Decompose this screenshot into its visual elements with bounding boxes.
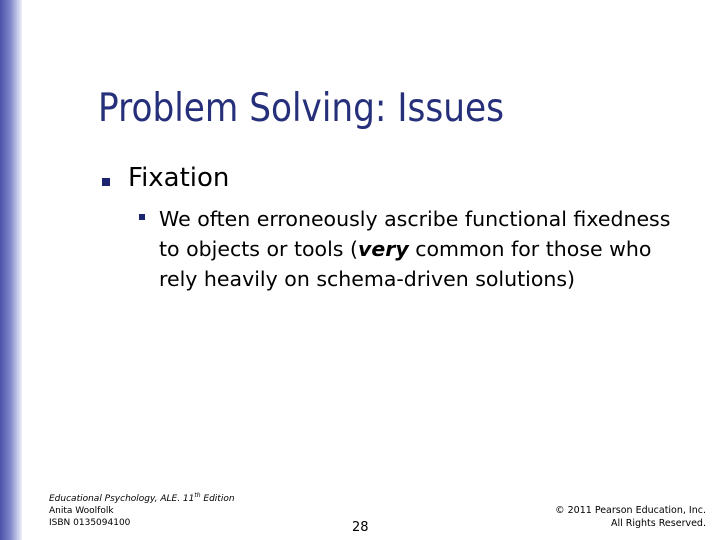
line2-before: to objects or tools (: [159, 237, 358, 261]
square-bullet-icon: [102, 178, 110, 186]
footer-book-info: [49, 490, 235, 529]
bullet-level2-text: [159, 204, 670, 294]
footer-copyright: [555, 504, 706, 530]
book-title-text: Educational Psychology, ALE. 11: [49, 494, 195, 504]
left-gradient-band: [0, 0, 22, 540]
line2-after: common for those who: [408, 237, 652, 261]
copyright-line1: © 2011 Pearson Education, Inc.: [555, 505, 706, 516]
copyright-line2: All Rights Reserved.: [610, 518, 706, 529]
page-number: 28: [352, 520, 369, 535]
bullet-level2-line3: rely heavily on schema-driven solutions): [159, 267, 576, 291]
footer-isbn: ISBN 0135094100: [49, 518, 131, 528]
book-title-after: Edition: [200, 494, 235, 504]
bullet-level2-line1: We often erroneously ascribe functional fixedness: [159, 207, 671, 231]
emphasis-very: very: [357, 237, 409, 261]
footer-book-title: [49, 490, 235, 505]
slide-title: Problem Solving: Issues: [98, 86, 505, 131]
bullet-level2-line2: [159, 234, 670, 264]
book-title-sup: th: [194, 492, 201, 499]
footer-author: Anita Woolfolk: [49, 506, 114, 516]
square-bullet-icon-small: [139, 214, 145, 220]
bullet-level1-text: Fixation: [128, 163, 230, 193]
